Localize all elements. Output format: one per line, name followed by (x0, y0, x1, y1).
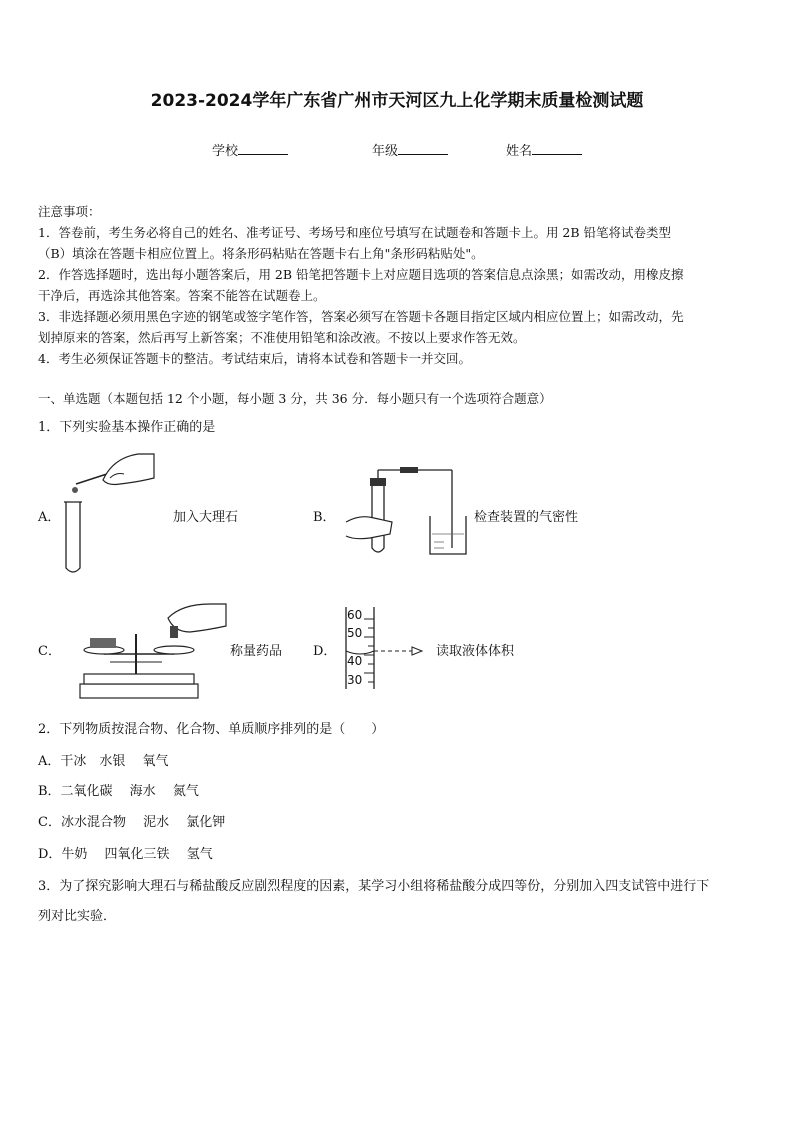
notes-heading: 注意事项： (38, 204, 101, 219)
q1-option-c-caption: 称量药品 (230, 644, 283, 659)
q1-option-c-letter[interactable]: C． (38, 644, 61, 659)
note-line: 划掉原来的答案，然后再写上新答案；不准使用铅笔和涂改液。不按以上要求作答无效。 (38, 330, 526, 345)
q2-option-d[interactable]: D．牛奶 四氧化三铁 氢气 (38, 847, 213, 862)
school-label: 学校 (212, 144, 239, 159)
question-1-stem: 1．下列实验基本操作正确的是 (38, 420, 216, 435)
section-heading: 一、单选题（本题包括 12 个小题，每小题 3 分，共 36 分．每小题只有一个选项符合题意） (38, 391, 552, 406)
q2-option-a[interactable]: A．干冰 水银 氧气 (38, 754, 169, 769)
page-title: 2023-2024学年广东省广州市天河区九上化学期末质量检测试题 (150, 91, 644, 111)
question-3-line: 列对比实验． (38, 909, 117, 924)
q1-option-a-letter[interactable]: A． (38, 510, 61, 525)
cylinder-tick-label: 50 (347, 626, 363, 640)
q1-option-a-caption: 加入大理石 (173, 510, 239, 525)
cylinder-tick-label: 60 (347, 608, 363, 622)
grade-blank[interactable] (398, 142, 448, 155)
name-field[interactable] (506, 140, 582, 159)
cylinder-tick-label: 30 (347, 673, 363, 687)
airtightness-apparatus-figure (340, 460, 470, 560)
note-line: 3．非选择题必须用黑色字迹的钢笔或签字笔作答，答案必须写在答题卡各题目指定区域内相应位置上；如需改动，先 (38, 309, 684, 324)
q1-option-b-caption: 检查装置的气密性 (474, 510, 579, 525)
balance-scale-figure (70, 600, 230, 708)
school-blank[interactable] (238, 142, 288, 155)
q1-option-d-letter[interactable]: D． (313, 644, 337, 659)
test-tube-marble-figure (58, 450, 158, 578)
question-2-stem: 2．下列物质按混合物、化合物、单质顺序排列的是（ ） (38, 722, 385, 737)
name-blank[interactable] (532, 142, 582, 155)
name-label: 姓名 (506, 144, 533, 159)
grade-field[interactable] (372, 140, 448, 159)
note-line: 干净后，再选涂其他答案。答案不能答在试题卷上。 (38, 288, 326, 303)
note-line: 2．作答选择题时，选出每小题答案后，用 2B 铅笔把答题卡上对应题目选项的答案信息点涂黑；如需改动，用橡皮擦 (38, 267, 684, 282)
grade-label: 年级 (372, 144, 399, 159)
cylinder-tick-label: 40 (347, 654, 363, 668)
note-line: 4．考生必须保证答题卡的整洁。考试结束后，请将本试卷和答题卡一并交回。 (38, 351, 471, 366)
q1-option-b-letter[interactable]: B． (313, 510, 336, 525)
note-line: （B）填涂在答题卡相应位置上。将条形码粘贴在答题卡右上角"条形码粘贴处"。 (38, 246, 484, 261)
q2-option-b[interactable]: B．二氧化碳 海水 氮气 (38, 784, 199, 799)
school-field[interactable] (212, 140, 288, 159)
q1-option-d-caption: 读取液体体积 (436, 644, 515, 659)
q2-option-c[interactable]: C．冰水混合物 泥水 氯化钾 (38, 815, 226, 830)
note-line: 1．答卷前，考生务必将自己的姓名、准考证号、考场号和座位号填写在试题卷和答题卡上。用 2B 铅笔将试卷类型 (38, 225, 672, 240)
question-3-line: 3．为了探究影响大理石与稀盐酸反应剧烈程度的因素，某学习小组将稀盐酸分成四等份，分别加入四支试管中进行下 (38, 879, 710, 894)
